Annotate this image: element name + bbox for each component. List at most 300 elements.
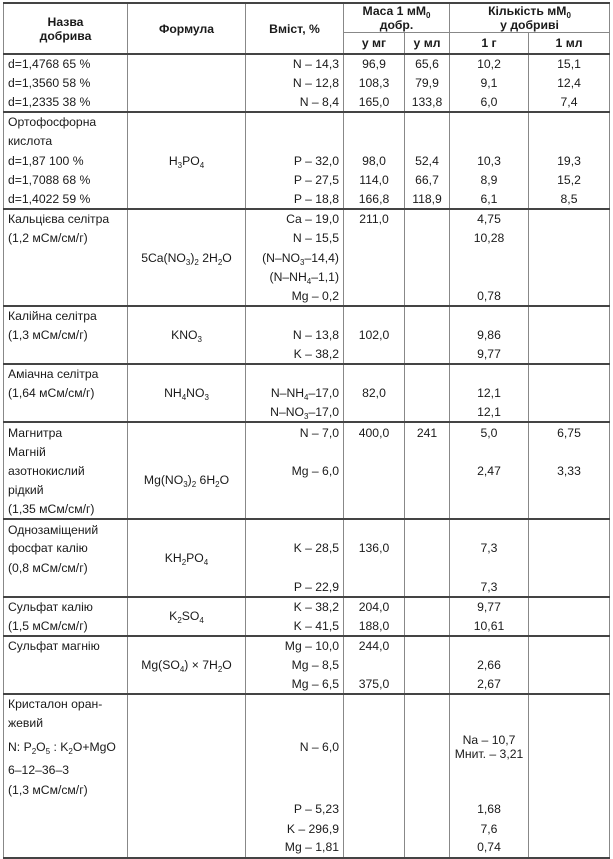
- fertilizer-name-cell: кислота: [4, 132, 128, 151]
- qty-per-g-cell: [450, 132, 529, 151]
- qty-per-ml-cell: 6,75: [529, 422, 610, 441]
- fertilizer-name-cell: N: $P_2O_5$ : $K_2O+MgO$: [4, 733, 128, 761]
- nutrient-content-cell: N – 6,0: [246, 733, 344, 761]
- mass-mg-cell: [344, 461, 405, 480]
- qty-per-g-cell: 2,66: [450, 655, 529, 674]
- fertilizer-name-cell: d=1,7088 68 %: [4, 170, 128, 189]
- nutrient-content-cell: K – 38,2: [246, 345, 344, 364]
- formula-cell: $H_3PO_4$: [128, 112, 246, 209]
- formula-cell: $KNO_3$: [128, 306, 246, 364]
- table-row: [4, 112, 610, 131]
- header-qty-ml: 1 мл: [529, 33, 610, 55]
- mass-mg-cell: 211,0: [344, 209, 405, 228]
- mass-mg-cell: 165,0: [344, 93, 405, 112]
- header-formula: Формула: [128, 3, 246, 54]
- qty-per-g-cell: 4,75: [450, 209, 529, 228]
- mass-mg-cell: [344, 132, 405, 151]
- qty-per-g-cell: 2,47: [450, 461, 529, 480]
- mass-ml-cell: 118,9: [405, 190, 450, 209]
- mass-mg-cell: [344, 267, 405, 286]
- formula-cell: $5Ca(NO_3)_2$ $2H_2O$: [128, 209, 246, 306]
- table-row: [4, 819, 610, 838]
- table-row: [4, 519, 610, 538]
- mass-ml-cell: [405, 500, 450, 519]
- nutrient-content-cell: K – 41,5: [246, 616, 344, 635]
- fertilizer-name-cell: d=1,4768 65 %: [4, 54, 128, 73]
- fertilizer-name-cell: (1,2 мСм/см/г): [4, 229, 128, 248]
- nutrient-content-cell: Mg – 0,2: [246, 287, 344, 306]
- table-body: [4, 54, 610, 858]
- table-row: [4, 780, 610, 799]
- mass-mg-cell: 108,3: [344, 73, 405, 92]
- mass-ml-cell: 241: [405, 422, 450, 441]
- qty-per-g-cell: [450, 112, 529, 131]
- mass-mg-cell: 96,9: [344, 54, 405, 73]
- qty-per-g-cell: 9,77: [450, 345, 529, 364]
- qty-per-ml-cell: [529, 229, 610, 248]
- header-qty-g: 1 г: [450, 33, 529, 55]
- mass-mg-cell: 244,0: [344, 636, 405, 655]
- header-quantity: Кількість $мМ_0$ у добриві: [450, 3, 610, 33]
- qty-per-ml-cell: [529, 780, 610, 799]
- nutrient-content-cell: $N-NO_3-17,0$: [246, 403, 344, 422]
- fertilizer-name-cell: [4, 819, 128, 838]
- qty-per-g-cell: [450, 713, 529, 732]
- nutrient-content-cell: Mg – 10,0: [246, 636, 344, 655]
- mass-mg-cell: [344, 655, 405, 674]
- nutrient-content-cell: Mg – 1,81: [246, 838, 344, 857]
- qty-per-ml-cell: [529, 325, 610, 344]
- formula-cell: $Mg(SO_4) \times 7H_2O$: [128, 636, 246, 694]
- qty-per-ml-cell: [529, 694, 610, 713]
- mass-ml-cell: [405, 403, 450, 422]
- qty-per-ml-cell: [529, 132, 610, 151]
- qty-per-ml-cell: [529, 267, 610, 286]
- table-row: [4, 461, 610, 480]
- mass-ml-cell: [405, 733, 450, 761]
- fertilizer-name-cell: Магній: [4, 442, 128, 461]
- fertilizer-name-cell: (1,64 мСм/см/г): [4, 384, 128, 403]
- mass-ml-cell: [405, 132, 450, 151]
- qty-per-g-cell: 10,61: [450, 616, 529, 635]
- formula-cell: [128, 713, 246, 732]
- nutrient-content-cell: P – 18,8: [246, 190, 344, 209]
- mass-mg-cell: [344, 519, 405, 538]
- qty-per-ml-cell: [529, 655, 610, 674]
- mass-ml-cell: [405, 761, 450, 780]
- header-content: Вміст, %: [246, 3, 344, 54]
- qty-per-ml-cell: [529, 713, 610, 732]
- qty-per-g-cell: 7,3: [450, 539, 529, 558]
- table-row: [4, 838, 610, 857]
- qty-per-ml-cell: [529, 838, 610, 857]
- mass-ml-cell: [405, 713, 450, 732]
- qty-per-ml-cell: [529, 761, 610, 780]
- mass-ml-cell: [405, 325, 450, 344]
- qty-per-ml-cell: 7,4: [529, 93, 610, 112]
- formula-cell: $K_2SO_4$: [128, 597, 246, 636]
- qty-per-ml-cell: 19,3: [529, 151, 610, 170]
- qty-per-g-cell: [450, 694, 529, 713]
- table-row: [4, 93, 610, 112]
- qty-per-g-cell: 8,9: [450, 170, 529, 189]
- qty-per-g-cell: [450, 761, 529, 780]
- fertilizer-name-cell: Сульфат магнію: [4, 636, 128, 655]
- table-row: [4, 403, 610, 422]
- fertilizer-name-cell: [4, 799, 128, 818]
- nutrient-content-cell: [246, 364, 344, 383]
- nutrient-content-cell: [246, 713, 344, 732]
- qty-per-g-cell: 0,78: [450, 287, 529, 306]
- table-row: [4, 54, 610, 73]
- fertilizer-name-cell: Кристалон оран-: [4, 694, 128, 713]
- mass-mg-cell: [344, 838, 405, 857]
- mass-ml-cell: 79,9: [405, 73, 450, 92]
- qty-per-g-cell: Na – 10,7 Мнит. – 3,21: [450, 733, 529, 761]
- mass-mg-cell: 82,0: [344, 384, 405, 403]
- qty-per-ml-cell: [529, 819, 610, 838]
- fertilizer-name-cell: [4, 403, 128, 422]
- qty-per-ml-cell: [529, 799, 610, 818]
- qty-per-g-cell: 7,3: [450, 578, 529, 597]
- table-row: [4, 500, 610, 519]
- fertilizer-name-cell: [4, 345, 128, 364]
- qty-per-ml-cell: [529, 578, 610, 597]
- mass-ml-cell: 66,7: [405, 170, 450, 189]
- qty-per-g-cell: 7,6: [450, 819, 529, 838]
- fertilizer-name-cell: Аміачна селітра: [4, 364, 128, 383]
- formula-cell: [128, 93, 246, 112]
- mass-mg-cell: 188,0: [344, 616, 405, 635]
- table-row: [4, 799, 610, 818]
- table-row: [4, 481, 610, 500]
- mass-ml-cell: [405, 597, 450, 616]
- mass-mg-cell: [344, 578, 405, 597]
- fertilizer-name-cell: жевий: [4, 713, 128, 732]
- mass-ml-cell: [405, 442, 450, 461]
- mass-mg-cell: [344, 287, 405, 306]
- qty-per-g-cell: 9,77: [450, 597, 529, 616]
- fertilizer-name-cell: [4, 248, 128, 267]
- nutrient-content-cell: $(N-NO_3-14,4)$: [246, 248, 344, 267]
- mass-ml-cell: [405, 780, 450, 799]
- qty-per-g-cell: 1,68: [450, 799, 529, 818]
- nutrient-content-cell: [246, 112, 344, 131]
- mass-ml-cell: 52,4: [405, 151, 450, 170]
- fertilizer-name-cell: (1,5 мСм/см/г): [4, 616, 128, 635]
- formula-cell: [128, 694, 246, 713]
- qty-per-g-cell: 9,86: [450, 325, 529, 344]
- mass-ml-cell: [405, 461, 450, 480]
- mass-ml-cell: 133,8: [405, 93, 450, 112]
- formula-cell: [128, 422, 246, 441]
- nutrient-content-cell: N – 7,0: [246, 422, 344, 441]
- mass-ml-cell: [405, 209, 450, 228]
- nutrient-content-cell: K – 38,2: [246, 597, 344, 616]
- qty-per-g-cell: [450, 306, 529, 325]
- mass-ml-cell: [405, 345, 450, 364]
- table-row: [4, 558, 610, 577]
- header-name: Назва добрива: [4, 3, 128, 54]
- mass-mg-cell: [344, 694, 405, 713]
- formula-cell: [128, 761, 246, 780]
- nutrient-content-cell: [246, 780, 344, 799]
- qty-per-ml-cell: [529, 519, 610, 538]
- fertilizer-name-cell: [4, 655, 128, 674]
- qty-per-g-cell: [450, 248, 529, 267]
- qty-per-ml-cell: [529, 675, 610, 694]
- mass-ml-cell: [405, 558, 450, 577]
- fertilizer-name-cell: фосфат калію: [4, 539, 128, 558]
- qty-per-g-cell: 5,0: [450, 422, 529, 441]
- qty-per-ml-cell: [529, 500, 610, 519]
- nutrient-content-cell: N – 8,4: [246, 93, 344, 112]
- nutrient-content-cell: Ca – 19,0: [246, 209, 344, 228]
- table-row: [4, 306, 610, 325]
- table-row: [4, 287, 610, 306]
- nutrient-content-cell: [246, 694, 344, 713]
- formula-cell: $Mg(NO_3)_2$ $6H_2O$: [128, 442, 246, 520]
- mass-mg-cell: [344, 229, 405, 248]
- qty-per-ml-cell: 15,2: [529, 170, 610, 189]
- fertilizer-name-cell: [4, 838, 128, 857]
- fertilizer-name-cell: (1,35 мСм/см/г): [4, 500, 128, 519]
- mass-mg-cell: 136,0: [344, 539, 405, 558]
- nutrient-content-cell: P – 5,23: [246, 799, 344, 818]
- formula-cell: $KH_2PO_4$: [128, 519, 246, 597]
- table-row: [4, 713, 610, 732]
- mass-ml-cell: 65,6: [405, 54, 450, 73]
- nutrient-content-cell: P – 27,5: [246, 170, 344, 189]
- qty-per-g-cell: 10,3: [450, 151, 529, 170]
- formula-cell: [128, 733, 246, 761]
- fertilizer-name-cell: Кальцієва селітра: [4, 209, 128, 228]
- qty-per-g-cell: 6,1: [450, 190, 529, 209]
- table-row: [4, 132, 610, 151]
- fertilizer-name-cell: d=1,87 100 %: [4, 151, 128, 170]
- qty-per-g-cell: 0,74: [450, 838, 529, 857]
- mass-ml-cell: [405, 287, 450, 306]
- fertilizer-name-cell: [4, 578, 128, 597]
- table-row: [4, 694, 610, 713]
- mass-ml-cell: [405, 112, 450, 131]
- table-row: [4, 422, 610, 441]
- formula-cell: [128, 799, 246, 818]
- mass-mg-cell: [344, 364, 405, 383]
- qty-per-ml-cell: [529, 403, 610, 422]
- table-row: [4, 190, 610, 209]
- mass-ml-cell: [405, 799, 450, 818]
- qty-per-ml-cell: 8,5: [529, 190, 610, 209]
- mass-mg-cell: 114,0: [344, 170, 405, 189]
- qty-per-g-cell: 12,1: [450, 403, 529, 422]
- nutrient-content-cell: Mg – 8,5: [246, 655, 344, 674]
- qty-per-g-cell: [450, 558, 529, 577]
- formula-cell: [128, 819, 246, 838]
- header-mass: Маса 1 $мМ_0$ добр.: [344, 3, 450, 33]
- qty-per-g-cell: 6,0: [450, 93, 529, 112]
- qty-per-ml-cell: [529, 616, 610, 635]
- mass-mg-cell: 98,0: [344, 151, 405, 170]
- qty-per-ml-cell: [529, 597, 610, 616]
- table-row: [4, 384, 610, 403]
- nutrient-content-cell: P – 32,0: [246, 151, 344, 170]
- qty-per-ml-cell: [529, 539, 610, 558]
- mass-mg-cell: [344, 780, 405, 799]
- table-row: [4, 539, 610, 558]
- mass-mg-cell: [344, 306, 405, 325]
- qty-per-g-cell: 10,2: [450, 54, 529, 73]
- mass-ml-cell: [405, 636, 450, 655]
- mass-mg-cell: 375,0: [344, 675, 405, 694]
- qty-per-g-cell: 9,1: [450, 73, 529, 92]
- qty-per-ml-cell: [529, 112, 610, 131]
- mass-mg-cell: [344, 713, 405, 732]
- mass-ml-cell: [405, 578, 450, 597]
- mass-mg-cell: [344, 403, 405, 422]
- mass-mg-cell: 166,8: [344, 190, 405, 209]
- qty-per-g-cell: [450, 481, 529, 500]
- nutrient-content-cell: N – 15,5: [246, 229, 344, 248]
- qty-per-g-cell: 12,1: [450, 384, 529, 403]
- mass-mg-cell: [344, 761, 405, 780]
- mass-mg-cell: [344, 345, 405, 364]
- nutrient-content-cell: K – 28,5: [246, 539, 344, 558]
- table-row: [4, 325, 610, 344]
- table-row: [4, 616, 610, 635]
- nutrient-content-cell: Mg – 6,0: [246, 461, 344, 480]
- formula-cell: [128, 54, 246, 73]
- fertilizer-name-cell: Калійна селітра: [4, 306, 128, 325]
- nutrient-content-cell: [246, 306, 344, 325]
- mass-ml-cell: [405, 364, 450, 383]
- mass-mg-cell: [344, 442, 405, 461]
- fertilizer-name-cell: d=1,2335 38 %: [4, 93, 128, 112]
- nutrient-content-cell: Mg – 6,5: [246, 675, 344, 694]
- nutrient-content-cell: [246, 519, 344, 538]
- nutrient-content-cell: N – 14,3: [246, 54, 344, 73]
- mass-ml-cell: [405, 616, 450, 635]
- table-row: [4, 209, 610, 228]
- qty-per-ml-cell: [529, 345, 610, 364]
- fertilizer-name-cell: (1,3 мСм/см/г): [4, 780, 128, 799]
- mass-mg-cell: [344, 248, 405, 267]
- formula-cell: $NH_4NO_3$: [128, 364, 246, 422]
- mass-mg-cell: 204,0: [344, 597, 405, 616]
- qty-per-ml-cell: [529, 384, 610, 403]
- table-row: [4, 655, 610, 674]
- fertilizer-table: [3, 2, 610, 859]
- fertilizer-name-cell: [4, 267, 128, 286]
- nutrient-content-cell: P – 22,9: [246, 578, 344, 597]
- mass-ml-cell: [405, 267, 450, 286]
- mass-ml-cell: [405, 694, 450, 713]
- qty-per-g-cell: [450, 519, 529, 538]
- nutrient-content-cell: [246, 761, 344, 780]
- qty-per-g-cell: [450, 636, 529, 655]
- table-row: [4, 345, 610, 364]
- mass-ml-cell: [405, 306, 450, 325]
- header-mass-mg: у мг: [344, 33, 405, 55]
- qty-per-ml-cell: [529, 364, 610, 383]
- mass-mg-cell: [344, 481, 405, 500]
- qty-per-ml-cell: [529, 209, 610, 228]
- nutrient-content-cell: [246, 558, 344, 577]
- qty-per-g-cell: 2,67: [450, 675, 529, 694]
- table-row: [4, 733, 610, 761]
- qty-per-g-cell: 10,28: [450, 229, 529, 248]
- mass-ml-cell: [405, 481, 450, 500]
- fertilizer-name-cell: Ортофосфорна: [4, 112, 128, 131]
- fertilizer-name-cell: d=1,4022 59 %: [4, 190, 128, 209]
- formula-cell: [128, 838, 246, 857]
- qty-per-ml-cell: [529, 558, 610, 577]
- qty-per-ml-cell: [529, 248, 610, 267]
- mass-mg-cell: 102,0: [344, 325, 405, 344]
- table-row: [4, 597, 610, 616]
- nutrient-content-cell: $(N-NH_4-1,1)$: [246, 267, 344, 286]
- mass-ml-cell: [405, 384, 450, 403]
- table-row: [4, 364, 610, 383]
- fertilizer-name-cell: (0,8 мСм/см/г): [4, 558, 128, 577]
- fertilizer-name-cell: азотнокислий: [4, 461, 128, 480]
- table-row: [4, 578, 610, 597]
- qty-per-ml-cell: [529, 287, 610, 306]
- mass-ml-cell: [405, 675, 450, 694]
- qty-per-g-cell: [450, 500, 529, 519]
- fertilizer-name-cell: рідкий: [4, 481, 128, 500]
- nutrient-content-cell: [246, 442, 344, 461]
- qty-per-ml-cell: [529, 636, 610, 655]
- fertilizer-name-cell: [4, 675, 128, 694]
- mass-mg-cell: [344, 558, 405, 577]
- fertilizer-name-cell: d=1,3560 58 %: [4, 73, 128, 92]
- table-row: [4, 442, 610, 461]
- mass-mg-cell: [344, 733, 405, 761]
- fertilizer-name-cell: (1,3 мСм/см/г): [4, 325, 128, 344]
- mass-mg-cell: 400,0: [344, 422, 405, 441]
- table-row: [4, 229, 610, 248]
- fertilizer-name-cell: 6–12–36–3: [4, 761, 128, 780]
- qty-per-g-cell: [450, 442, 529, 461]
- mass-ml-cell: [405, 539, 450, 558]
- nutrient-content-cell: [246, 481, 344, 500]
- mass-ml-cell: [405, 519, 450, 538]
- qty-per-g-cell: [450, 780, 529, 799]
- fertilizer-name-cell: Сульфат калію: [4, 597, 128, 616]
- mass-mg-cell: [344, 500, 405, 519]
- qty-per-ml-cell: 3,33: [529, 461, 610, 480]
- qty-per-g-cell: [450, 364, 529, 383]
- qty-per-ml-cell: [529, 442, 610, 461]
- fertilizer-name-cell: Однозаміщений: [4, 519, 128, 538]
- qty-per-ml-cell: 12,4: [529, 73, 610, 92]
- nutrient-content-cell: [246, 500, 344, 519]
- fertilizer-name-cell: [4, 287, 128, 306]
- table-row: [4, 151, 610, 170]
- mass-ml-cell: [405, 819, 450, 838]
- mass-ml-cell: [405, 655, 450, 674]
- table-row: [4, 267, 610, 286]
- table-row: [4, 636, 610, 655]
- qty-per-ml-cell: 15,1: [529, 54, 610, 73]
- formula-cell: [128, 73, 246, 92]
- table-row: [4, 761, 610, 780]
- nutrient-content-cell: N – 13,8: [246, 325, 344, 344]
- qty-per-g-cell: [450, 267, 529, 286]
- mass-ml-cell: [405, 229, 450, 248]
- table-row: [4, 248, 610, 267]
